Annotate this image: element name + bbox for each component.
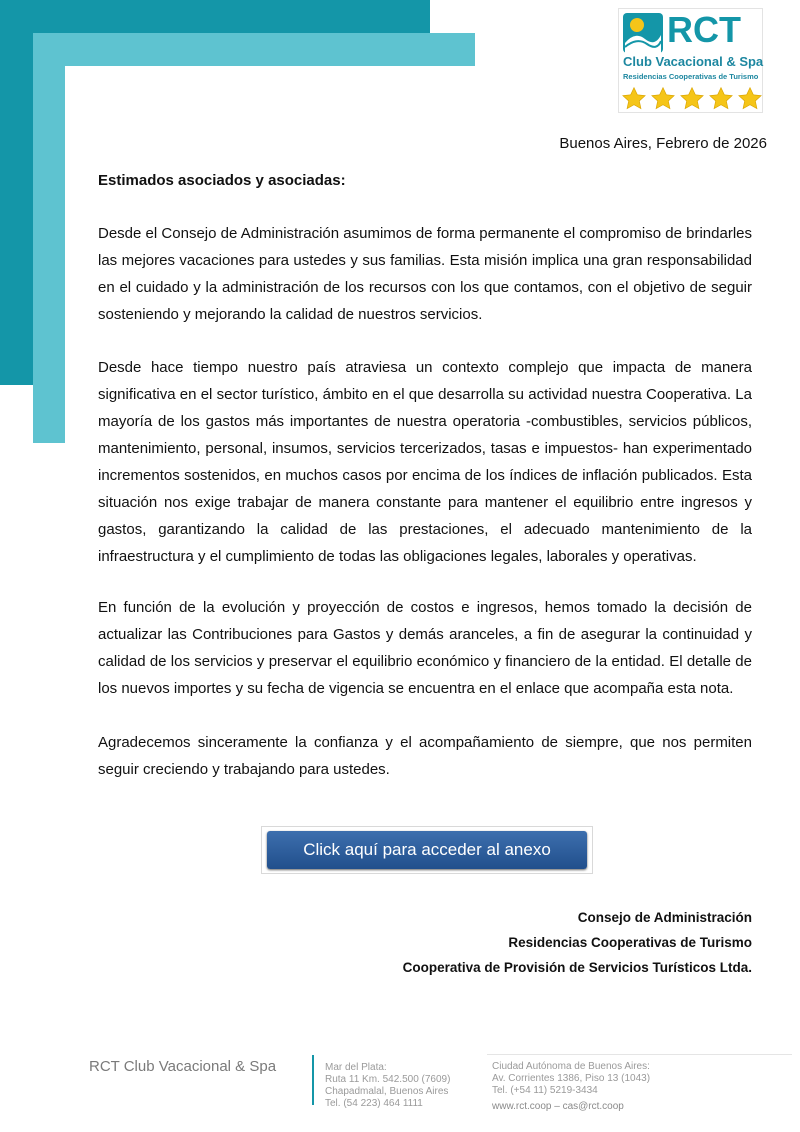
footer-caba (492, 1061, 650, 1097)
star-icon (707, 86, 735, 112)
footer-web-link[interactable]: www.rct.coop – cas@rct.coop (492, 1101, 624, 1112)
star-icon (678, 86, 706, 112)
footer-mdp-address: Ruta 11 Km. 542.500 (7609) (325, 1074, 451, 1085)
letter-date: Buenos Aires, Febrero de 2026 (559, 135, 767, 152)
letter-paragraph-2: Desde hace tiempo nuestro país atraviesa un contexto complejo que impacta de manera significativa en el sector turístico, ámbito en el que desarrolla su actividad nuestra Cooperativa. La mayoría de los gastos más importantes de nuestra operatoria -combustibles, servicios públicos, mantenimiento, personal, insumos, servicios tercerizados, tasas e impuestos- han experimentado incrementos sostenidos, en muchos casos por encima de los índices de inflación publicados. Esta situación nos exige trabajar de manera constante para mantener el equilibrio entre ingresos y gastos, garantizando la calidad de las prestaciones, el adecuado mantenimiento de la infraestructura y el cumplimiento de todas las obligaciones legales, laborales y operativas. (98, 359, 752, 565)
footer-rule (487, 1054, 792, 1055)
logo-title: RCT (667, 9, 741, 50)
footer-mdp-city: Chapadmalal, Buenos Aires (325, 1086, 449, 1097)
page-background-left (0, 385, 33, 1132)
signature-line-3: Cooperativa de Provisión de Servicios Turísticos Ltda. (402, 960, 752, 975)
annex-button-frame (261, 826, 593, 874)
signature-line-1: Consejo de Administración (577, 910, 752, 925)
letter-paragraph-3: En función de la evolución y proyección de costos e ingresos, hemos tomado la decisión de actualizar las Contribuciones para Gastos y demás aranceles, a fin de asegurar la continuidad y calidad de los servicios y preservar el equilibrio económico y financiero de la entidad. El detalle de los nuevos importes y su fecha de vigencia se encuentra en el enlace que acompaña esta nota. (98, 599, 752, 697)
footer-mdp-phone: Tel. (54 223) 464 1111 (325, 1098, 423, 1109)
footer-brand: RCT Club Vacacional & Spa (89, 1058, 277, 1075)
logo-tagline: Residencias Cooperativas de Turismo (623, 72, 759, 81)
star-icon (620, 86, 648, 112)
annex-link-button[interactable]: Click aquí para acceder al anexo (267, 831, 587, 869)
footer-caba-address: Av. Corrientes 1386, Piso 13 (1043) (492, 1073, 651, 1084)
star-rating (620, 86, 764, 112)
star-icon (736, 86, 764, 112)
letter-greeting: Estimados asociados y asociadas: (98, 172, 346, 189)
footer-caba-phone: Tel. (+54 11) 5219-3434 (492, 1085, 598, 1096)
footer-mar-del-plata (325, 1062, 450, 1110)
footer-mdp-heading: Mar del Plata: (325, 1062, 387, 1073)
signature-line-2: Residencias Cooperativas de Turismo (508, 935, 752, 950)
rct-logo (618, 8, 763, 113)
letter-paragraph-4: Agradecemos sinceramente la confianza y el acompañamiento de siempre, que nos permiten seguir creciendo y trabajando para ustedes. (98, 734, 752, 778)
letter-paragraph-1: Desde el Consejo de Administración asumimos de forma permanente el compromiso de brindarles las mejores vacaciones para ustedes y sus familias. Esta misión implica una gran responsabilidad en el cuidado y la administración de los recursos con los que contamos, con el objetivo de seguir sosteniendo y mejorando la calidad de nuestros servicios. (98, 225, 752, 323)
footer-divider (312, 1055, 314, 1105)
footer-caba-heading: Ciudad Autónoma de Buenos Aires: (492, 1061, 650, 1072)
logo-subtitle: Club Vacacional & Spa (623, 54, 764, 69)
wave-logo-icon (623, 13, 663, 53)
star-icon (649, 86, 677, 112)
